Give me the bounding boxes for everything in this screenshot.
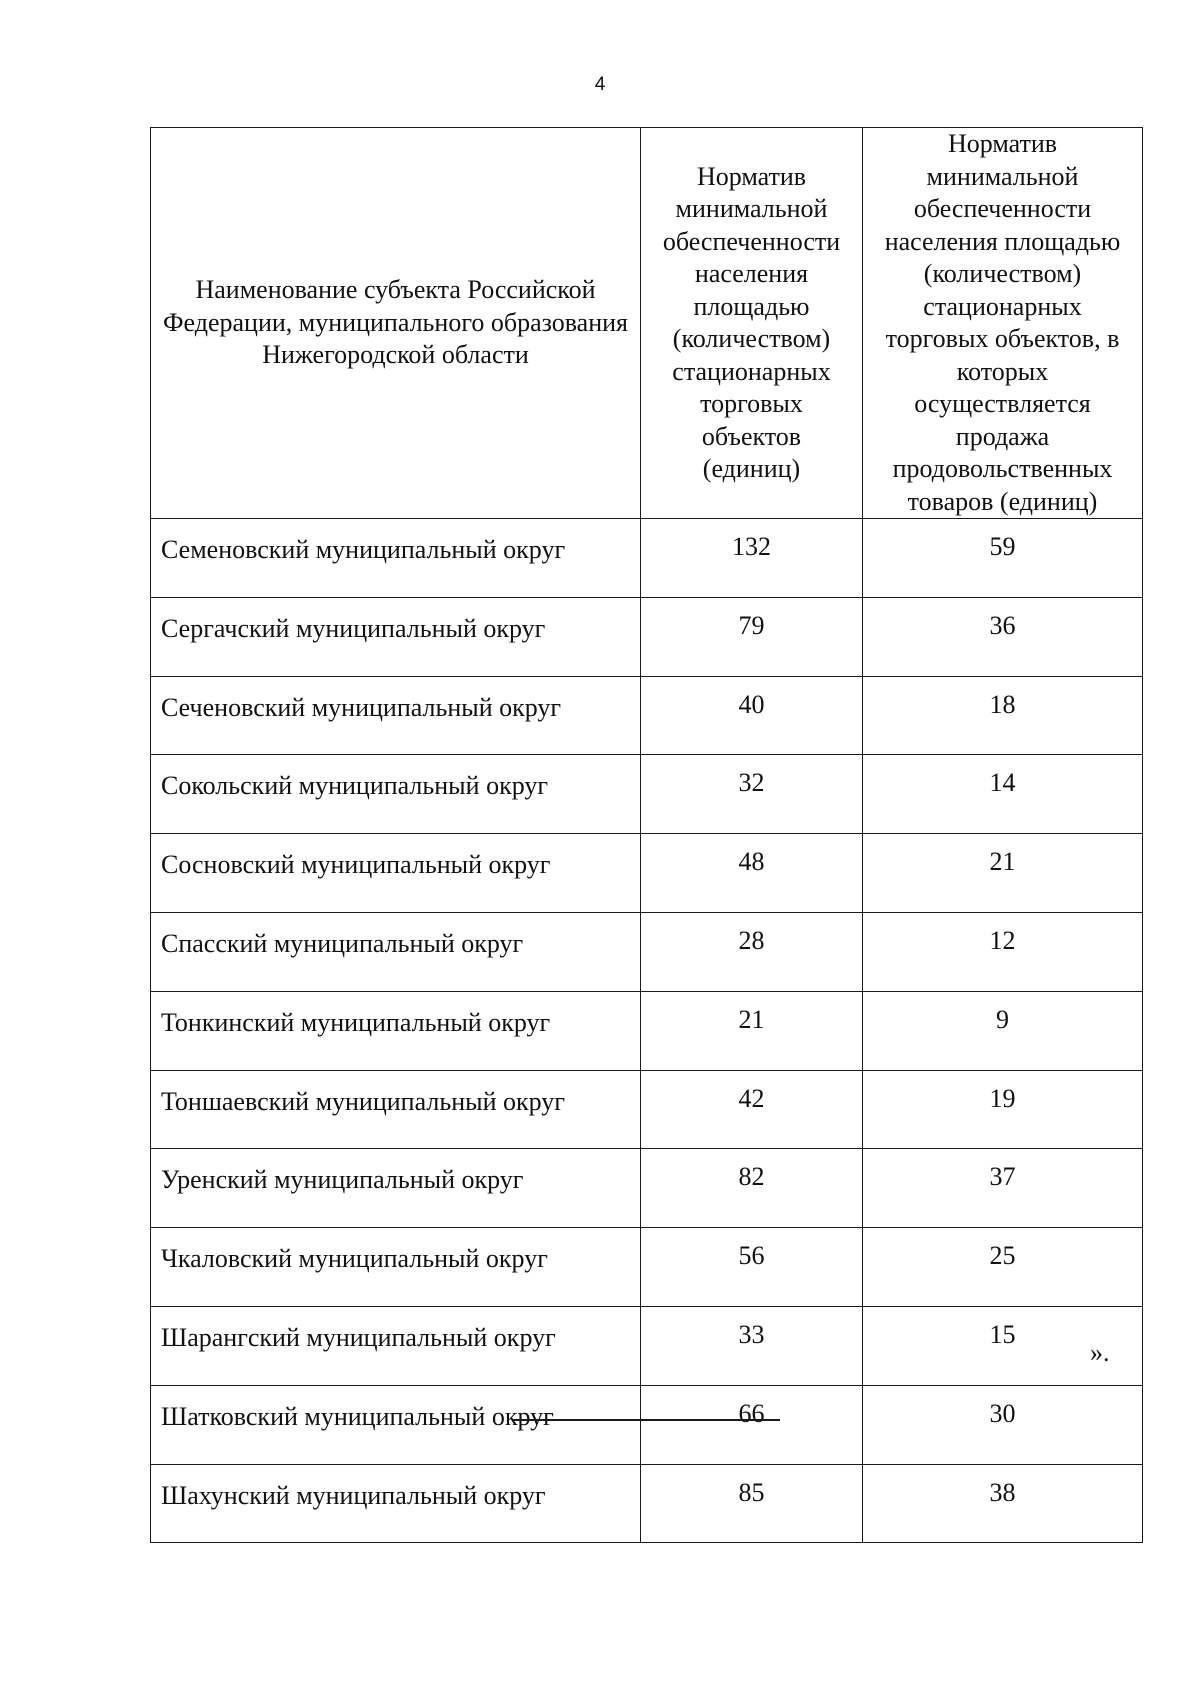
row-total: 40: [641, 676, 863, 755]
table-row: [151, 1306, 1143, 1385]
norm-table: [150, 127, 1143, 1543]
row-total: 66: [641, 1385, 863, 1464]
table-row: [151, 1464, 1143, 1543]
header-norm-total: [641, 128, 863, 519]
table-header-row: [151, 128, 1143, 519]
table-row: [151, 676, 1143, 755]
row-food: 19: [863, 1070, 1143, 1149]
row-food: 30: [863, 1385, 1143, 1464]
table-row: [151, 912, 1143, 991]
row-total: 21: [641, 991, 863, 1070]
row-total: 56: [641, 1228, 863, 1307]
row-total: 85: [641, 1464, 863, 1543]
row-food: 9: [863, 991, 1143, 1070]
header-norm-food: [863, 128, 1143, 519]
row-name: Тоншаевский муниципальный округ: [151, 1070, 641, 1149]
row-food: 14: [863, 755, 1143, 834]
row-name: Уренский муниципальный округ: [151, 1149, 641, 1228]
table-row: [151, 1070, 1143, 1149]
row-food: 12: [863, 912, 1143, 991]
row-total: 33: [641, 1306, 863, 1385]
row-name: Сергачский муниципальный округ: [151, 597, 641, 676]
row-food: 18: [863, 676, 1143, 755]
table-row: [151, 834, 1143, 913]
table-row: [151, 597, 1143, 676]
row-name: Шарангский муниципальный округ: [151, 1306, 641, 1385]
row-food: 15: [863, 1306, 1143, 1385]
row-name: Тонкинский муниципальный округ: [151, 991, 641, 1070]
closing-quote-mark: ».: [1090, 1338, 1110, 1367]
table-row: [151, 755, 1143, 834]
row-name: Сеченовский муниципальный округ: [151, 676, 641, 755]
row-name: Шатковский муниципальный округ: [151, 1385, 641, 1464]
header-name: [151, 128, 641, 519]
row-name: Сосновский муниципальный округ: [151, 834, 641, 913]
row-food: 21: [863, 834, 1143, 913]
header-norm-total-text: Норматив минимальной обеспеченности населения площадью (количеством) стационарных торговых объектов (единиц): [662, 161, 841, 483]
row-name: Чкаловский муниципальный округ: [151, 1228, 641, 1307]
table-row: [151, 1228, 1143, 1307]
header-name-text: Наименование субъекта Российской Федерации, муниципального образования Нижегородской области: [163, 275, 628, 370]
row-total: 82: [641, 1149, 863, 1228]
end-separator-line: [512, 1419, 780, 1421]
row-food: 37: [863, 1149, 1143, 1228]
row-total: 79: [641, 597, 863, 676]
row-total: 28: [641, 912, 863, 991]
row-name: Шахунский муниципальный округ: [151, 1464, 641, 1543]
row-food: 59: [863, 519, 1143, 598]
row-name: Семеновский муниципальный округ: [151, 519, 641, 598]
row-food: 36: [863, 597, 1143, 676]
row-total: 132: [641, 519, 863, 598]
table-row: [151, 1149, 1143, 1228]
row-name: Сокольский муниципальный округ: [151, 755, 641, 834]
row-food: 25: [863, 1228, 1143, 1307]
table-row: [151, 1385, 1143, 1464]
table-row: [151, 991, 1143, 1070]
row-food: 38: [863, 1464, 1143, 1543]
header-norm-food-text: Норматив минимальной обеспеченности населения площадью (количеством) стационарных торговых объектов, в которых осуществляется продажа продовольственных товаров (единиц): [884, 129, 1121, 516]
row-name: Спасский муниципальный округ: [151, 912, 641, 991]
row-total: 32: [641, 755, 863, 834]
row-total: 48: [641, 834, 863, 913]
table-row: [151, 519, 1143, 598]
row-total: 42: [641, 1070, 863, 1149]
page-number: 4: [594, 74, 606, 95]
